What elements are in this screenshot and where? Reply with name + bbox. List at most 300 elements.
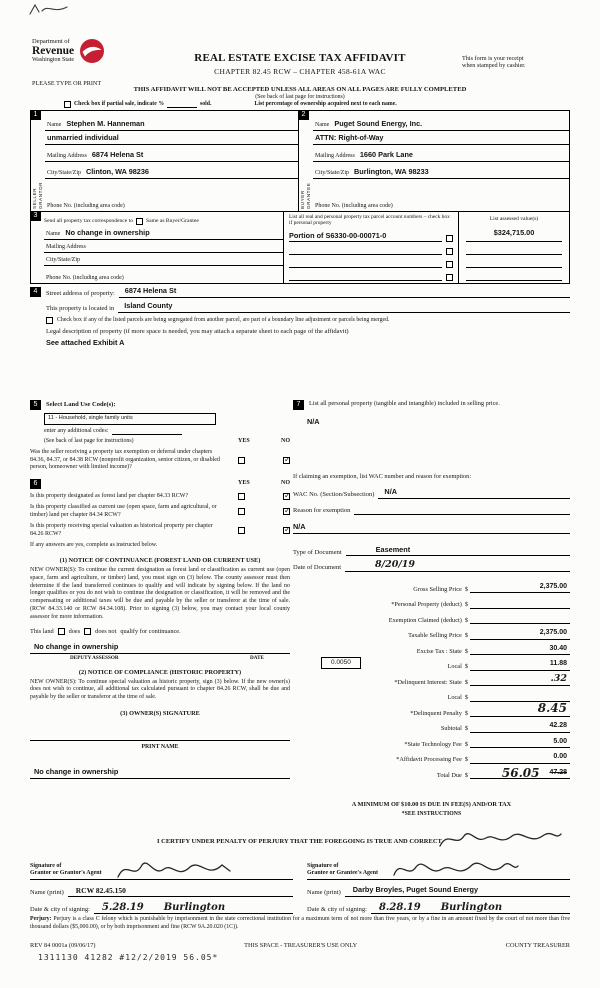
form-title-block <box>140 52 460 76</box>
subtotal-row <box>293 717 570 733</box>
reason-value-field: N/A <box>293 521 306 531</box>
receipt-note-line1: This form is your receipt <box>462 55 524 62</box>
yes-no-header-2 <box>238 480 290 487</box>
grantee-sig-label1: Signature of <box>307 862 339 869</box>
deferral-no-checkbox[interactable] <box>283 457 290 464</box>
local-rate-box: 0.0050 <box>321 657 361 669</box>
grantee-date-city-label: Date & city of signing: <box>307 906 367 914</box>
parcel-1-personal-checkbox[interactable] <box>446 235 453 242</box>
grantee-name-print <box>307 886 570 897</box>
grantor-date-city <box>30 903 293 914</box>
no-header: NO <box>281 438 290 444</box>
dollar-sign: $ <box>464 663 468 671</box>
correspondence-city-row <box>44 253 283 266</box>
no-header-2: NO <box>281 480 290 487</box>
excise-local-row <box>293 655 570 671</box>
correspondence-phone-label: Phone No. (including area code) <box>46 274 124 281</box>
doc-date-row <box>293 561 570 571</box>
dollar-sign: $ <box>464 725 468 733</box>
legal-description-value-row <box>46 339 570 348</box>
grantor-sig-label2: Grantor or Grantor's Agent <box>30 870 102 877</box>
seller-name-label: Name <box>47 121 62 128</box>
state-technology-fee-value: 5.00 <box>553 737 567 745</box>
section-3-badge: 3 <box>30 211 41 221</box>
subtotal-line[interactable] <box>470 722 570 732</box>
see-back-note: (See back of last page for instructions) <box>255 94 345 100</box>
affidavit-processing-fee-value: 0.00 <box>553 753 567 761</box>
forest-no-checkbox[interactable] <box>283 493 290 500</box>
tax-computation <box>293 578 570 780</box>
correspondence-city-label: City/State/Zip <box>46 256 80 263</box>
buyer-city-label: City/State/Zip <box>315 169 349 176</box>
forest-answers <box>238 493 290 500</box>
seller-city-row <box>45 162 298 179</box>
perjury-text: Perjury is a class C felony which is punishable by imprisonment in the state correctional institution for a maximum term of not more than five years, or by a fine in an amount fixed by the court of not more than five thousand dollars ($5,000.00), or by both imprisonment and fine (RCW 9A.20.020 (1C)). <box>30 916 570 930</box>
state-technology-fee-label: *State Technology Fee <box>404 740 462 748</box>
print-name-label: PRINT NAME <box>141 743 179 750</box>
form-title: REAL ESTATE EXCISE TAX AFFIDAVIT <box>194 52 406 64</box>
owner-name-field: No change in ownership <box>34 767 119 777</box>
grantee-signature-labels <box>307 863 378 879</box>
send-correspondence-label: Send all property tax correspondence to <box>44 217 134 224</box>
dollar-sign: $ <box>464 678 468 686</box>
dollar-sign: $ <box>464 756 468 764</box>
correspondence-address-row <box>44 240 283 253</box>
delinquent-interest-state-line[interactable] <box>470 672 570 686</box>
section-7-badge: 7 <box>293 400 304 410</box>
subtotal-label: Subtotal <box>440 725 462 733</box>
taxable-selling-price-row <box>293 624 570 640</box>
agency-line1: Department of <box>32 38 70 45</box>
buyer-city-field[interactable]: Burlington, WA 98233 <box>354 167 429 177</box>
reason-value-line[interactable] <box>293 523 570 534</box>
section-5-badge: 5 <box>30 400 41 410</box>
certification-section <box>30 838 570 914</box>
excise-local-value: 11.88 <box>549 660 567 668</box>
land-use-see-back: (See back of last page for instructions) <box>44 438 134 444</box>
buyer-name-label: Name <box>315 121 330 128</box>
excise-state-row <box>293 640 570 656</box>
delinquent-interest-state-value: .32 <box>550 672 567 684</box>
reason-value-row <box>293 523 570 534</box>
legal-description-label: Legal description of property (if more space is needed, you may attach a separate sheet to each page of the affidavit) <box>46 327 349 335</box>
parcel-4-personal-checkbox[interactable] <box>446 274 453 281</box>
exemption-claimed-line[interactable] <box>470 622 570 624</box>
forest-question-row <box>30 493 290 501</box>
street-address-row <box>46 287 570 298</box>
property-location-body <box>46 287 570 348</box>
current-use-question: Is this property classified as current use (open space, farm and agricultural, or timber) land per chapter 84.34 RCW? <box>30 504 217 518</box>
additional-codes-row <box>44 427 290 435</box>
assessed-value-3-field[interactable] <box>466 255 562 268</box>
correspondence-name-field[interactable]: No change in ownership <box>65 228 150 238</box>
buyer-address-row <box>313 145 569 162</box>
seller-phone-label: Phone No. (including area code) <box>47 202 125 209</box>
assessed-value-1-field[interactable]: $324,715.00 <box>466 229 562 242</box>
seller-name-row <box>45 111 298 131</box>
classification-header <box>30 479 290 489</box>
treasurer-space-label: THIS SPACE - TREASURER'S USE ONLY <box>244 942 358 949</box>
forest-yes-checkbox[interactable] <box>238 493 245 500</box>
seller-word: SELLER <box>31 187 37 209</box>
personal-property-deduct-line[interactable] <box>470 607 570 609</box>
current-use-yes-checkbox[interactable] <box>238 508 245 515</box>
buyer-name-row <box>313 111 569 131</box>
this-land-label: This land <box>30 627 54 635</box>
see-back-yes-no-row <box>30 438 290 445</box>
dor-logo-block <box>32 38 105 64</box>
notice3-title: (3) OWNER(S) SIGNATURE <box>120 709 200 717</box>
delinquent-penalty-label: *Delinquent Penalty <box>410 709 462 717</box>
excise-local-line[interactable] <box>470 660 570 670</box>
taxable-selling-price-label: Taxable Selling Price <box>408 632 462 640</box>
parties-row <box>31 111 569 211</box>
please-type-or-print: PLEASE TYPE OR PRINT <box>32 80 102 87</box>
property-location-section <box>30 287 570 352</box>
total-due-label: Total Due <box>436 771 462 779</box>
buyer-name-row2 <box>313 131 569 145</box>
located-in-field[interactable]: Island County <box>124 300 173 310</box>
doc-type-line[interactable] <box>346 546 570 557</box>
correspondence-phone-row <box>44 266 283 283</box>
deputy-assessor-labels <box>30 654 290 661</box>
delinquent-penalty-line[interactable] <box>470 700 570 717</box>
total-due-line[interactable] <box>470 765 570 780</box>
wac-row <box>293 488 570 499</box>
legal-description-row <box>46 328 570 336</box>
qualify-label: qualify for continuance. <box>120 627 181 635</box>
excise-local-label: Local <box>447 663 462 671</box>
receipt-note-line2: when stamped by cashier. <box>462 62 526 70</box>
doc-date-label: Date of Document <box>293 563 342 571</box>
continuance-value-field: No change in ownership <box>34 642 119 652</box>
correspondence-name-label: Name <box>46 230 61 237</box>
owner-signature-line[interactable] <box>30 740 290 741</box>
grantee-word: GRANTEE <box>306 182 311 209</box>
affidavit-processing-fee-line[interactable] <box>470 753 570 763</box>
dollar-sign: $ <box>464 647 468 655</box>
personal-property-deduct-label: *Personal Property (deduct) <box>391 601 462 609</box>
section-6-badge: 6 <box>30 479 41 489</box>
excise-state-value: 30.40 <box>549 644 567 652</box>
seller-name-field[interactable]: Stephen M. Hanneman <box>66 119 145 129</box>
cashier-stamp: 1311130 41282 #12/2/2019 56.05* <box>38 953 219 962</box>
parcel-4-field[interactable] <box>289 280 442 281</box>
dollar-sign: $ <box>464 709 468 717</box>
sale-column <box>293 400 570 818</box>
seller-phone-row <box>45 179 298 211</box>
historic-yes-checkbox[interactable] <box>238 527 245 534</box>
receipt-note <box>462 55 574 70</box>
gross-selling-price-line[interactable] <box>470 583 570 593</box>
grantor-signature-scribble <box>114 857 234 883</box>
partial-sale-row <box>64 100 570 108</box>
notice2-body: NEW OWNER(S): To continue special valuation as historic property, sign (3) below. If the new owner(s) does not wish to continue, all additional tax calculated pursuant to chapter 84.26 RCW, shall be due and payable by the seller or transferor at the time of sale. <box>30 678 290 701</box>
footer-row <box>30 942 570 950</box>
affidavit-processing-fee-row <box>293 748 570 764</box>
grantor-date-value: 5.28.19 <box>101 902 144 914</box>
seller-name-line2-field[interactable]: unmarried individual <box>47 133 119 143</box>
additional-codes-field[interactable] <box>112 427 182 435</box>
section-2-badge: 2 <box>298 110 309 120</box>
grantee-signature-overlap <box>434 826 564 852</box>
current-use-question-row <box>30 504 290 519</box>
doc-date-field: 8/20/19 <box>375 559 416 571</box>
located-in-line[interactable] <box>118 302 570 313</box>
street-address-label: Street address of property: <box>46 289 115 297</box>
located-in-row <box>46 302 570 313</box>
land-does-not-checkbox[interactable] <box>84 628 91 635</box>
does-not-label: does not <box>95 627 117 635</box>
county-treasurer-label: COUNTY TREASURER <box>505 942 570 949</box>
grantor-name-print <box>30 886 293 897</box>
current-use-no-checkbox[interactable] <box>283 508 290 515</box>
seller-address-field[interactable]: 6874 Helena St <box>91 150 144 160</box>
yes-header-2: YES <box>238 480 250 487</box>
land-use-code-value: 11 - Household, single family units <box>48 415 133 421</box>
perjury-label: Perjury: <box>30 916 52 922</box>
segregated-checkbox[interactable] <box>46 317 53 324</box>
additional-codes-label: enter any additional codes: <box>44 427 109 434</box>
seller-city-field[interactable]: Clinton, WA 98236 <box>86 167 149 177</box>
dollar-sign: $ <box>464 694 468 702</box>
street-address-field[interactable]: 6874 Helena St <box>124 286 177 295</box>
affidavit-processing-fee-label: *Affidavit Processing Fee <box>396 756 462 764</box>
deferral-yes-checkbox[interactable] <box>238 457 245 464</box>
grantee-name-print-line[interactable] <box>345 886 570 897</box>
yes-no-header-1 <box>238 438 290 445</box>
grantor-name-print-label: Name (print) <box>30 889 64 897</box>
excise-state-line[interactable] <box>470 645 570 655</box>
grantor-date-city-label: Date & city of signing: <box>30 906 90 914</box>
buyer-phone-row <box>313 179 569 211</box>
deputy-assessor-label: DEPUTY ASSESSOR <box>70 654 119 661</box>
grantee-sig-label2: Grantee or Grantee's Agent <box>307 870 379 877</box>
minimum-due-note: A MINIMUM OF $10.00 IS DUE IN FEE(S) AND/OR TAX <box>351 801 512 809</box>
same-as-buyer-label: Same as Buyer/Grantee <box>146 217 199 224</box>
buyer-name-line2-field[interactable]: ATTN: Right-of-Way <box>315 133 384 143</box>
grantor-sig-label1: Signature of <box>30 862 62 869</box>
located-in-label: This property is located in <box>46 304 115 312</box>
grantee-date-city-line[interactable] <box>371 903 570 914</box>
total-due-crossed-out: 47.28 <box>549 768 567 776</box>
taxable-selling-price-line[interactable] <box>470 629 570 639</box>
taxable-selling-price-value: 2,375.00 <box>539 629 567 637</box>
certification-statement: I CERTIFY UNDER PENALTY OF PERJURY THAT THE FOREGOING IS TRUE AND CORRECT. <box>156 838 443 845</box>
see-instructions-note: *SEE INSTRUCTIONS <box>401 810 462 817</box>
current-use-answers <box>238 508 290 515</box>
partial-sale-label: Check box if partial sale, indicate % <box>74 101 165 108</box>
land-use-title: Select Land Use Code(s): <box>46 401 116 409</box>
historic-question-row <box>30 523 290 538</box>
correspondence-header <box>44 212 283 227</box>
deferral-question: Was the seller receiving a property tax exemption or deferral under chapters 84.36, 84.37, or 84.38 RCW (nonprofit organization, senior citizen, or disabled person, homeowner with limited income)? <box>30 449 220 471</box>
forest-question: Is this property designated as forest land per chapter 84.33 RCW? <box>30 492 189 499</box>
parcel-1-field[interactable]: Portion of S6330-00-00071-0 <box>289 232 442 242</box>
deputy-assessor-line[interactable] <box>30 643 290 654</box>
delinquent-interest-state-row <box>293 671 570 687</box>
seller-city-label: City/State/Zip <box>47 169 81 176</box>
correspondence-section <box>31 212 284 283</box>
agency-name <box>32 38 74 64</box>
personal-property-header <box>293 400 570 410</box>
dollar-sign: $ <box>464 632 468 640</box>
handwritten-mark <box>26 2 70 18</box>
parcel-numbers-header: List all real and personal property tax parcel account numbers – check box if personal property <box>289 214 450 227</box>
partial-sale-suffix: sold. <box>200 101 212 108</box>
wac-line[interactable] <box>378 488 570 499</box>
certification-statement-row <box>30 838 570 846</box>
owner-print-name-line[interactable] <box>30 768 290 779</box>
signature-row <box>30 854 570 880</box>
grantee-signature-scribble <box>390 857 520 883</box>
seller-fields <box>45 111 298 211</box>
grantee-signature[interactable] <box>378 854 570 879</box>
parcel-row-4 <box>289 268 453 281</box>
notice1-title: (1) NOTICE OF CONTINUANCE (FOREST LAND OR CURRENT USE) <box>59 557 261 565</box>
assessed-values-header: List assessed value(s) <box>489 216 539 222</box>
street-address-line[interactable] <box>119 287 570 298</box>
doc-type-field: Easement <box>375 544 411 554</box>
if-yes-note: If any answers are yes, complete as instructed below. <box>30 542 158 549</box>
yes-header: YES <box>238 438 250 444</box>
correspondence-parcel-row <box>31 211 569 283</box>
dor-logo-icon <box>79 38 105 64</box>
grantee-date-city <box>307 903 570 914</box>
parcel-3-personal-checkbox[interactable] <box>446 261 453 268</box>
date-city-row <box>30 903 570 914</box>
ownership-percentage-note: List percentage of ownership acquired next to each name. <box>254 101 397 108</box>
buyer-address-label: Mailing Address <box>315 152 355 159</box>
notice2-title: (2) NOTICE OF COMPLIANCE (HISTORIC PROPERTY) <box>78 669 242 677</box>
delinquent-interest-local-row <box>293 686 570 702</box>
date-label: DATE <box>249 654 264 661</box>
gross-selling-price-row <box>293 578 570 594</box>
parcel-2-personal-checkbox[interactable] <box>446 248 453 255</box>
state-technology-fee-line[interactable] <box>470 738 570 748</box>
grantor-signature-block <box>30 854 293 880</box>
buyer-side-label <box>299 125 312 209</box>
gross-selling-price-value: 2,375.00 <box>539 582 567 590</box>
section-4-badge: 4 <box>30 287 41 297</box>
buyer-city-row <box>313 162 569 179</box>
buyer-name-field[interactable]: Puget Sound Energy, Inc. <box>334 119 423 129</box>
reason-row <box>293 507 570 515</box>
legal-description-field[interactable]: See attached Exhibit A <box>46 338 125 348</box>
parcel-row-1 <box>289 229 453 242</box>
delinquent-interest-local-label: Local <box>447 694 462 702</box>
grantor-name-print-line[interactable] <box>68 886 293 897</box>
personal-property-field[interactable]: N/A <box>307 417 320 426</box>
grantor-name-print-value: RCW 82.45.150 <box>75 885 126 895</box>
historic-answers <box>238 527 290 534</box>
does-label: does <box>68 627 81 635</box>
continuance-qualify-row <box>30 628 290 636</box>
partial-sale-checkbox[interactable] <box>64 101 71 108</box>
assessed-value-4-field[interactable] <box>466 268 562 281</box>
reason-line[interactable] <box>354 513 570 515</box>
gross-selling-price-label: Gross Selling Price <box>413 585 462 593</box>
historic-question: Is this property receiving special valuation as historical property per chapter 84.26 RCW? <box>30 523 213 537</box>
personal-property-label: List all personal property (tangible and intangible) included in selling price. <box>309 400 500 407</box>
land-use-column <box>30 400 290 779</box>
seller-address-label: Mailing Address <box>47 152 87 159</box>
doc-date-line[interactable] <box>345 561 570 571</box>
doc-type-label: Type of Document <box>293 548 342 556</box>
excise-state-label: Excise Tax : State <box>416 647 462 655</box>
grantee-date-value: 8.28.19 <box>378 902 421 914</box>
buyer-fields <box>313 111 569 211</box>
subtotal-value: 42.28 <box>549 722 567 730</box>
doc-type-row <box>293 546 570 557</box>
grantee-city-value: Burlington <box>440 902 503 914</box>
same-as-buyer-checkbox[interactable] <box>136 218 143 225</box>
partial-sale-percent-field[interactable] <box>167 100 197 108</box>
exemption-claimed-row <box>293 609 570 625</box>
seller-section <box>31 111 299 211</box>
seller-name-row2 <box>45 131 298 145</box>
land-does-checkbox[interactable] <box>58 628 65 635</box>
form-number: REV 84 0001a (09/06/17) <box>30 942 96 949</box>
notice1-body: NEW OWNER(S): To continue the current designation as forest land or classification as current use (open space, farm and agriculture, or timber) land, you must sign on (3) below. The county assessor must then determine if the land transferred continues to qualify and will indicate by signing below. If the land no longer qualifies or you do not wish to continue the designation or classification, it will be removed and the compensating or additional taxes will be due and payable by the seller or transferor at the time of sale. (RCW 84.33.140 or RCW 84.34.108). Prior to signing (3) below, you may contact your local county assessor for more information. <box>30 566 290 620</box>
personal-property-deduct-row <box>293 593 570 609</box>
form-chapters: CHAPTER 82.45 RCW – CHAPTER 458-61A WAC <box>214 67 386 77</box>
assessed-value-2-field[interactable] <box>466 242 562 255</box>
grantee-name-print-value: Darby Broyles, Puget Sound Energy <box>352 885 479 895</box>
wac-label: WAC No. (Section/Subsection) <box>293 491 375 499</box>
grantee-name-print-label: Name (print) <box>307 889 341 897</box>
state-technology-fee-row <box>293 733 570 749</box>
delinquent-penalty-row <box>293 702 570 718</box>
grantee-signature-block <box>307 854 570 880</box>
deferral-question-row <box>30 449 290 472</box>
buyer-section <box>299 111 569 211</box>
perjury-notice <box>30 916 570 931</box>
land-use-code-box[interactable] <box>44 413 216 425</box>
dollar-sign: $ <box>464 740 468 748</box>
deferral-answers <box>238 457 290 464</box>
agency-line2: Revenue <box>32 44 75 57</box>
historic-no-checkbox[interactable] <box>283 527 290 534</box>
dollar-sign: $ <box>464 601 468 609</box>
correspondence-name-row <box>44 227 283 240</box>
accept-notice: THIS AFFIDAVIT WILL NOT BE ACCEPTED UNLESS ALL AREAS ON ALL PAGES ARE FULLY COMPLETED <box>133 86 467 93</box>
parcel-row-2 <box>289 242 453 255</box>
exemption-claimed-label: Exemption Claimed (deduct) <box>388 616 462 624</box>
segregated-label: Check box if any of the listed parcels are being segregated from another parcel, are part of a boundary line adjustment or parcels being merged. <box>57 316 390 323</box>
buyer-word: BUYER <box>299 190 305 209</box>
parcel-row-3 <box>289 255 453 268</box>
exemption-header: If claiming an exemption, list WAC number and reason for exemption: <box>293 472 472 480</box>
seller-side-label <box>31 125 44 209</box>
buyer-address-field[interactable]: 1660 Park Lane <box>359 150 413 160</box>
grantor-city-value: Burlington <box>163 902 226 914</box>
grantor-signature[interactable] <box>102 854 293 879</box>
parties-table <box>30 110 570 284</box>
name-print-row <box>30 886 570 897</box>
delinquent-penalty-value: 8.45 <box>537 700 567 715</box>
wac-field: N/A <box>384 487 397 497</box>
parcel-numbers-section <box>284 212 459 283</box>
land-use-header <box>30 400 290 410</box>
seller-address-row <box>45 145 298 162</box>
dollar-sign: $ <box>464 585 468 593</box>
grantor-date-city-line[interactable] <box>94 903 293 914</box>
total-due-value: 56.05 <box>501 765 540 780</box>
reason-label: Reason for exemption <box>293 507 351 515</box>
dollar-sign: $ <box>464 616 468 624</box>
correspondence-address-label: Mailing Address <box>46 243 86 250</box>
